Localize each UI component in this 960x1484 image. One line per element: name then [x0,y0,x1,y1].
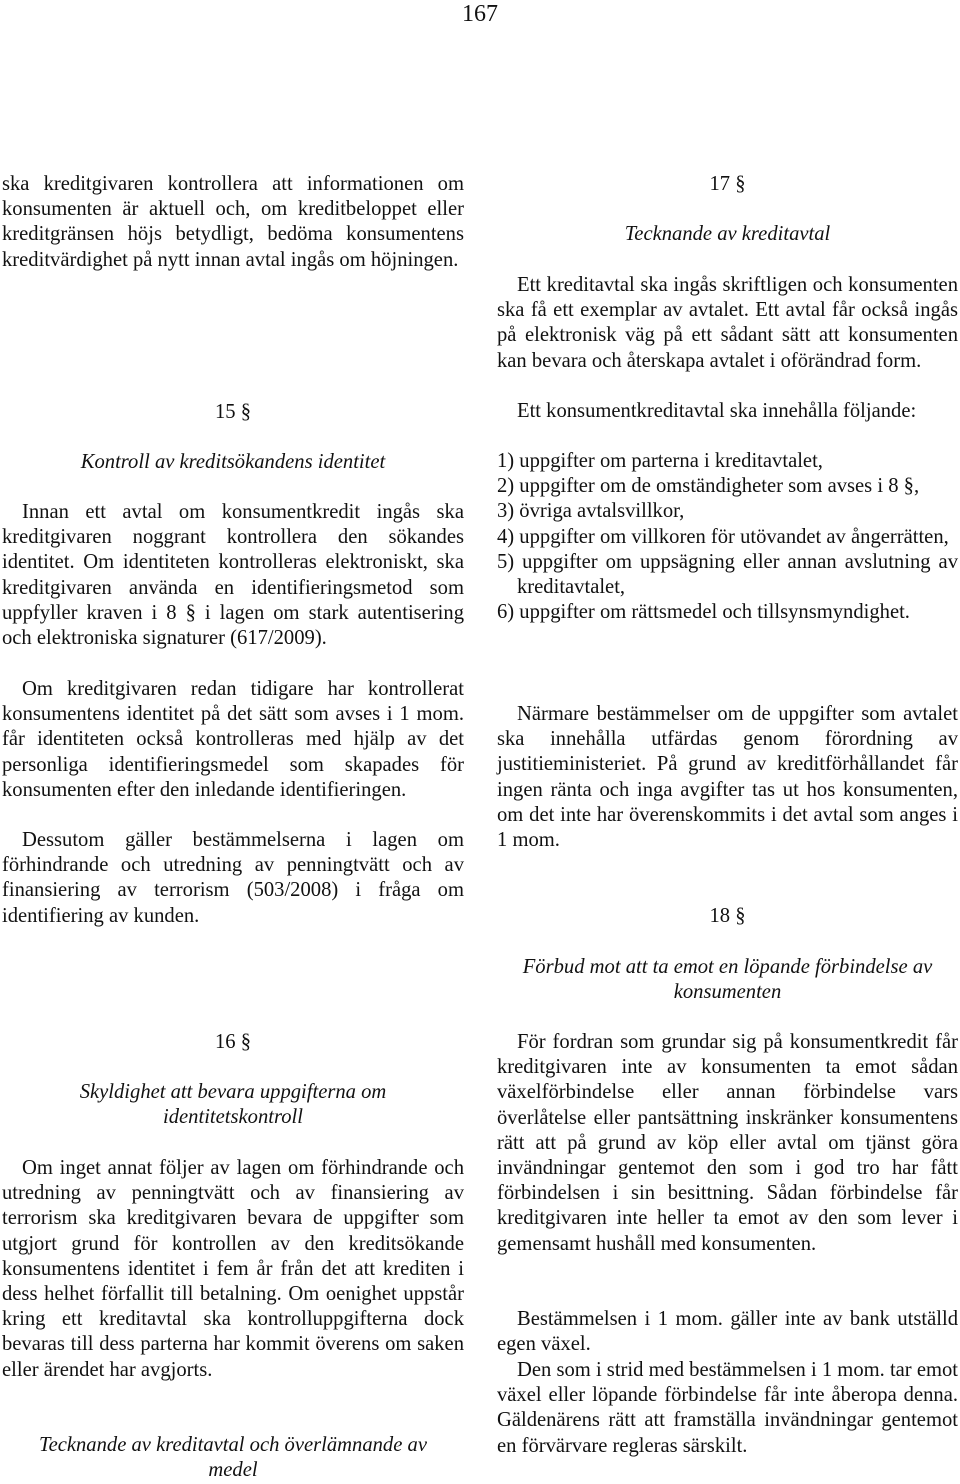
section-18-title: Förbud mot att ta emot en löpande förbindelse av konsumenten [522,956,933,1004]
section-15-paragraph-2: Om kreditgivaren redan tidigare har kontrollerat konsumentens identitet på det sätt som avses i 1 mom. får identiteten också kontrolleras med hjälp av det personliga identifieringsmedel som skapades för konsumenten efter den inledande identifieringen. [2,678,464,801]
section-15-number: 15 § [214,401,252,423]
section-17-title: Tecknande av kreditavtal [624,223,831,245]
chapter-heading: Tecknande av kreditavtal och överlämnande av medel [39,1434,427,1482]
section-18-paragraph-2: Bestämmelsen i 1 mom. gäller inte av bank utställd egen växel. [497,1308,958,1356]
list-item: 4) uppgifter om villkoren för utövandet av ångerrätten, [497,525,949,548]
list-item: 2) uppgifter om de omständigheter som avses i 8 §, [497,475,920,498]
section-18-paragraph-1: För fordran som grundar sig på konsumentkredit får kreditgivaren inte av konsumenten ta emot sådan växelförbindelse eller annan förbindelse vars överlåtelse eller pantsättning inskränker konsumentens rätt att på grund av köp eller avtal om tjänst göra invändningar gentemot den som i god tro har fått förbindelsen i sin besittning. Sådan förbindelse får kreditgivaren inte heller ta emot av den som lever i gemensamt hushåll med konsumenten. [497,1031,958,1255]
section-18-paragraph-3: Den som i strid med bestämmelsen i 1 mom. tar emot växel eller löpande förbindelse får inte åberopa denna. Gäldenärens rätt att framställa invändningar gentemot en förvärvare regleras särskilt. [497,1359,958,1457]
page-number: 167 [462,1,498,27]
section-15-paragraph-3: Dessutom gäller bestämmelserna i lagen om förhindrande och utredning av penningtvätt och av finansiering av terrorism (503/2008) i fråga om identifiering av kunden. [2,829,464,927]
section-17-paragraph-1: Ett kreditavtal ska ingås skriftligen och konsumenten ska få ett exemplar av avtalet. Ett avtal får också ingås på elektronisk väg på ett sådant sätt att konsumenten kan bevara och återskapa avtalet i oförändrad form. [497,274,958,372]
intro-paragraph: ska kreditgivaren kontrollera att informationen om konsumenten är aktuell och, om kreditbeloppet eller kreditgränsen höjs betydligt, bedöma konsumentens kreditvärdighet på nytt innan avtal ingås om höjningen. [2,173,464,271]
section-16-paragraph-1: Om inget annat följer av lagen om förhindrande och utredning av penningtvätt och av finansiering av terrorism ska kreditgivaren bevara de uppgifter som utgjort grund för kontrollen av den kreditsökande konsumentens identitet i fem år från det att krediten i dess helhet förfallit till betalning. Om oenighet uppstår kring ett kreditavtal ska kontrolluppgifterna dock bevaras till dess parterna har kommit överens om saken eller ärendet har avgjorts. [2,1157,464,1381]
section-17-list [497,449,958,625]
list-item: 6) uppgifter om rättsmedel och tillsynsmyndighet. [497,601,910,624]
list-item: 3) övriga avtalsvillkor, [497,500,685,523]
list-item: 1) uppgifter om parterna i kreditavtalet, [497,450,823,472]
section-15-title: Kontroll av kreditsökandens identitet [80,451,386,473]
section-18-number: 18 § [709,905,746,927]
section-16-title: Skyldighet att bevara uppgifterna om identitetskontroll [79,1081,387,1129]
section-16-number: 16 § [214,1031,252,1053]
section-17-number: 17 § [709,173,746,195]
list-item: 5) uppgifter om uppsägning eller annan avslutning av kreditavtalet, [497,550,958,599]
section-17-paragraph-2: Ett konsumentkreditavtal ska innehålla följande: [517,400,917,422]
section-15-paragraph-1: Innan ett avtal om konsumentkredit ingås ska kreditgivaren noggrant kontrollera den sökandes identitet. Om identiteten kontrolleras elektroniskt, ska kreditgivaren använda en identifieringsmetod som uppfyller kraven i 8 § i lagen om stark autentisering och elektroniska signaturer (617/2009). [2,501,464,650]
section-17-paragraph-3: Närmare bestämmelser om de uppgifter som avtalet ska innehålla utfärdas genom förordning av justitieministeriet. På grund av kreditförhållandet får ingen ränta och inga avgifter tas ut hos konsumenten, om det inte har överenskommits i det avtal som anges i 1 mom. [497,703,958,852]
